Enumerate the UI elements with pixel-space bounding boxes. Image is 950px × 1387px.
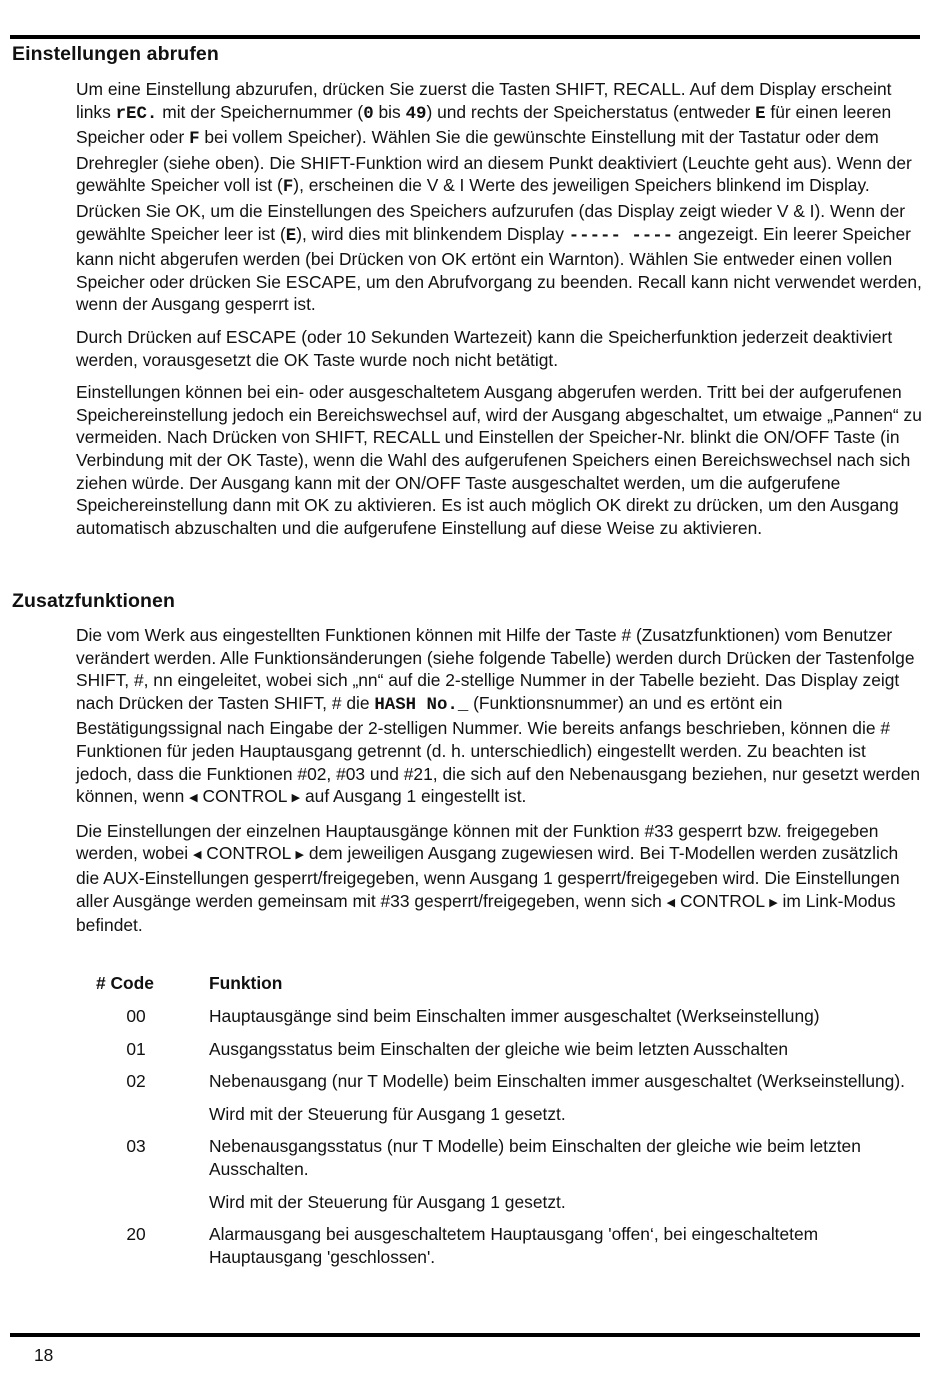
triangle-left-icon: ◀ bbox=[192, 849, 202, 862]
table-row bbox=[96, 1103, 909, 1136]
row-code: 00 bbox=[126, 1006, 146, 1026]
display-e-2: E bbox=[285, 226, 297, 246]
row-text: Wird mit der Steuerung für Ausgang 1 gesetzt. bbox=[209, 1191, 566, 1212]
section1-paragraph-1: Um eine Einstellung abzurufen, drücken Sie zuerst die Tasten SHIFT, RECALL. Auf dem Display erscheint links rEC. mit der Speichernummer (0 bis 49) und rechts der Speicherstatus (entweder E für einen leeren Speicher oder F bei vollem Speicher). Wählen Sie die gewünschte Einstellung mit der Tastatur oder dem Drehregler (siehe oben). Die SHIFT-Funktion wird an diesem Punkt deaktiviert (Leuchte geht aus). Wenn der gewählte Speicher voll ist (F), erscheinen die V & I Werte des jeweiligen Speichers blinkend im Display. Drücken Sie OK, um die Einstellungen des Speichers aufzurufen (das Display zeigt wieder V & I). Wenn der gewählte Speicher leer ist (E), wird dies mit blinkendem Display ----- ---- angezeigt. Ein leerer Speicher kann nicht abgerufen werden (bei Drücken von OK ertönt ein Warnton). Wählen Sie entweder einen vollen Speicher oder drücken Sie ESCAPE, um den Abrufvorgang zu beenden. Recall kann nicht verwendet werden, wenn der Ausgang gesperrt ist. bbox=[76, 79, 922, 315]
row-code: 01 bbox=[126, 1038, 146, 1059]
display-49: 49 bbox=[405, 104, 427, 124]
table-header bbox=[96, 972, 909, 1005]
display-f: F bbox=[189, 130, 200, 150]
header-function: Funktion bbox=[209, 973, 283, 993]
triangle-left-icon: ◀ bbox=[666, 896, 676, 909]
display-hash-no: HASH No._ bbox=[374, 695, 469, 715]
triangle-right-icon: ▶ bbox=[291, 792, 301, 805]
table-row bbox=[96, 1135, 909, 1190]
row-code: 20 bbox=[126, 1224, 146, 1245]
table-row bbox=[96, 1070, 909, 1103]
triangle-left-icon: ◀ bbox=[189, 792, 198, 805]
table-row bbox=[96, 1005, 909, 1038]
row-text: Nebenausgangsstatus (nur T Modelle) beim Einschalten der gleiche wie beim letzten Ausschalten. bbox=[209, 1136, 861, 1179]
row-text: Wird mit der Steuerung für Ausgang 1 gesetzt. bbox=[209, 1103, 566, 1124]
section-title-einstellungen: Einstellungen abrufen bbox=[12, 43, 219, 65]
row-text: Alarmausgang bei ausgeschaltetem Hauptausgang 'offen‘, bei eingeschaltetem Hauptausgang 'geschlossen'. bbox=[209, 1224, 819, 1267]
section1-paragraph-2: Durch Drücken auf ESCAPE (oder 10 Sekunden Wartezeit) kann die Speicherfunktion jederzeit deaktiviert werden, vorausgesetzt die OK Taste wurde noch nicht betätigt. bbox=[76, 326, 893, 370]
row-code: 03 bbox=[126, 1136, 146, 1157]
section1-body bbox=[76, 78, 926, 549]
display-e: E bbox=[755, 104, 766, 124]
display-f-2: F bbox=[282, 178, 294, 198]
triangle-right-icon: ▶ bbox=[295, 849, 304, 862]
bottom-rule bbox=[10, 1333, 920, 1337]
row-code: 02 bbox=[126, 1071, 146, 1092]
section2-body bbox=[76, 624, 926, 947]
header-code: # Code bbox=[96, 973, 154, 993]
section2-paragraph-2: Die Einstellungen der einzelnen Hauptausgänge können mit der Funktion #33 gesperrt bzw. freigegeben werden, wobei ◀ CONTROL ▶ dem jeweiligen Ausgang zugewiesen wird. Bei T-Modellen werden zusätzlich die AUX-Einstellungen gesperrt/freigegeben, wenn Ausgang 1 gesperrt/freigegeben wird. Die Einstellungen aller Ausgänge werden gemeinsam mit #33 gesperrt/freigegeben, wenn sich ◀ CONTROL ▶ im Link-Modus befindet. bbox=[76, 820, 900, 936]
table-row bbox=[96, 1223, 909, 1278]
row-text: Nebenausgang (nur T Modelle) beim Einschalten immer ausgeschaltet (Werkseinstellung). bbox=[209, 1071, 905, 1092]
function-code-table bbox=[96, 972, 909, 1278]
section-title-zusatzfunktionen: Zusatzfunktionen bbox=[12, 590, 176, 612]
display-0: 0 bbox=[363, 104, 374, 124]
section1-paragraph-3: Einstellungen können bei ein- oder ausgeschaltetem Ausgang abgerufen werden. Tritt bei der aufgerufenen Speichereinstellung jedoch ein Bereichswechsel auf, wird der Ausgang abgeschaltet, um etwaige „Pannen“ zu vermeiden. Nach Drücken von SHIFT, RECALL und Einstellen der Speicher-Nr. blinkt die ON/OFF Taste (in Verbindung mit der OK Taste), wenn die Wahl des aufgerufenen Speichers einen Bereichswechsel nach sich ziehen würde. Der Ausgang kann mit der ON/OFF Taste ausgeschaltet werden, um die aufgerufene Speichereinstellung dann mit OK zu aktivieren. Es ist auch möglich OK direkt zu drücken, um den Ausgang automatisch abzuschalten und die aufgerufene Einstellung auf diese Weise zu aktivieren. bbox=[76, 382, 922, 538]
page-number: 18 bbox=[34, 1345, 54, 1365]
display-rec: rEC. bbox=[115, 104, 158, 124]
table-row bbox=[96, 1038, 909, 1071]
triangle-right-icon: ▶ bbox=[769, 896, 778, 909]
row-text: Hauptausgänge sind beim Einschalten immer ausgeschaltet (Werkseinstellung) bbox=[209, 1006, 820, 1026]
section2-paragraph-1: Die vom Werk aus eingestellten Funktionen können mit Hilfe der Taste # (Zusatzfunktionen) vom Benutzer verändert werden. Alle Funktionsänderungen (siehe folgende Tabelle) werden durch Drücken der Tastenfolge SHIFT, #, nn eingeleitet, wobei sich „nn“ auf die 2-stellige Nummer in der Tabelle bezieht. Das Display zeigt nach Drücken der Tasten SHIFT, # die HASH No._ (Funktionsnummer) an und es ertönt ein Bestätigungssignal nach Eingabe der 2-stelligen Nummer. Wie bereits anfangs beschrieben, können die # Funktionen für jeden Hauptausgang getrennt (d. h. unterschiedlich) eingestellt werden. Zu beachten ist jedoch, dass die Funktionen #02, #03 und #21, die sich auf den Nebenausgang beziehen, nur gesetzt werden können, wenn ◀ CONTROL ▶ auf Ausgang 1 eingestellt ist. bbox=[76, 624, 926, 810]
top-rule bbox=[10, 35, 920, 39]
row-text: Ausgangsstatus beim Einschalten der gleiche wie beim letzten Ausschalten bbox=[209, 1038, 789, 1059]
table-row bbox=[96, 1191, 909, 1224]
display-dashes: ----- ---- bbox=[568, 226, 674, 246]
